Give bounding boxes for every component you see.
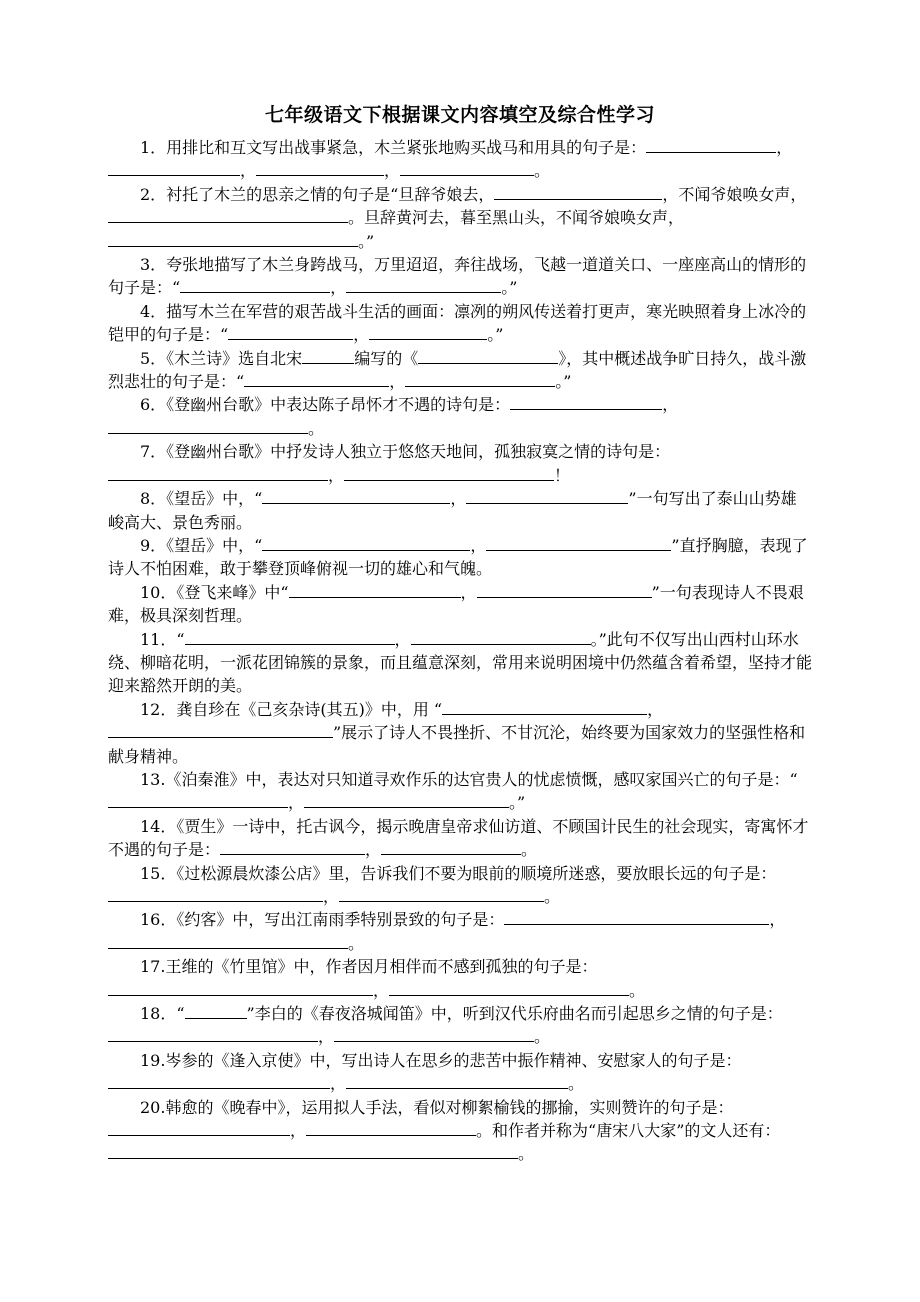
question-12: 12．龚自珍在《己亥杂诗(其五)》中，用 “ ，”展示了诗人不畏挫折、不甘沉沦，始终要为国家效力的坚强性格和献身精神。 — [108, 699, 806, 766]
blank-field[interactable] — [334, 1026, 534, 1042]
question-list — [108, 136, 812, 1166]
question-10: 10．《登飞来峰》中“ ， ”一句表现诗人不畏艰难，极具深刻哲理。 — [108, 582, 804, 626]
blank-field[interactable] — [185, 629, 395, 645]
question-text: 19.岑参的《逢入京使》中，写出诗人在思乡的悲苦中振作精神、安慰家人的句子是： — [140, 1050, 742, 1070]
question-7: 7．《登幽州台歌》中抒发诗人独立于悠悠天地间，孤独寂寞之情的诗句是：， ！ — [108, 440, 812, 487]
question-5: 5．《木兰诗》选自北宋 编写的《 》，其中概述战争旷日持久，战斗激烈悲壮的句子是：“ ， 。” — [108, 348, 807, 392]
question-9: 9．《望岳》中，“ ， ”直抒胸臆，表现了诗人不怕困难，敢于攀登顶峰俯视一切的雄心和气魄。 — [108, 535, 808, 579]
question-text: 11．“ — [140, 629, 185, 649]
blank-field[interactable] — [180, 277, 330, 293]
blank-field[interactable] — [262, 488, 450, 504]
blank-field[interactable] — [108, 160, 240, 176]
question-15: 15．《过松源晨炊漆公店》里，告诉我们不要为眼前的顺境所迷惑，要放眼长远的句子是：， 。 — [108, 862, 812, 909]
question-11: 11．“ ， 。”此句不仅写出山西村山环水绕、柳暗花明，一派花团锦簇的景象，而且蕴意深刻，常用来说明困境中仍然蕴含着希望，坚持才能迎来豁然开朗的美。 — [108, 629, 813, 696]
blank-field[interactable] — [289, 582, 461, 598]
question-text: 14．《贾生》一诗中，托古讽今，揭示晚唐皇帝求仙访道、不顾国计民生的社会现实，寄寓怀才不遇的句子是： — [108, 816, 809, 860]
question-14: 14．《贾生》一诗中，托古讽今，揭示晚唐皇帝求仙访道、不顾国计民生的社会现实，寄寓怀才不遇的句子是： ， 。 — [108, 816, 809, 860]
question-8: 8．《望岳》中，“ ， ”一句写出了泰山山势雄峻高大、景色秀丽。 — [108, 489, 797, 532]
blank-field[interactable] — [504, 909, 769, 925]
question-19: 19.岑参的《逢入京使》中，写出诗人在思乡的悲苦中振作精神、安慰家人的句子是：， 。 — [108, 1049, 812, 1096]
blank-field[interactable] — [244, 371, 389, 387]
blank-field[interactable] — [108, 418, 308, 434]
blank-field[interactable] — [256, 160, 384, 176]
question-text: 20.韩愈的《晚春中》，运用拟人手法，看似对柳絮榆钱的挪揄，实则赞许的句子是： — [140, 1097, 734, 1117]
blank-field[interactable] — [510, 394, 662, 410]
question-16: 16．《约客》中，写出江南雨季特别景致的句子是： ，。 — [108, 908, 812, 955]
question-text: 2．衬托了木兰的思亲之情的句子是“旦辞爷娘去， — [140, 184, 495, 204]
question-6: 6．《登幽州台歌》中表达陈子昂怀才不遇的诗句是： ，。 — [108, 393, 812, 440]
question-text: 17.王维的《竹里馆》中，作者因月相伴而不感到孤独的句子是： — [140, 957, 598, 977]
question-text: 13.《泊秦淮》中，表达对只知道寻欢作乐的达官贵人的忧虑愤慨，感叹家国兴亡的句子是：“ — [140, 769, 798, 789]
blank-field[interactable] — [486, 535, 671, 551]
blank-field[interactable] — [108, 207, 348, 223]
blank-field[interactable] — [381, 839, 521, 855]
question-text: 18．“ — [140, 1004, 185, 1024]
blank-field[interactable] — [108, 1143, 518, 1159]
blank-field[interactable] — [220, 839, 365, 855]
question-text: 9．《望岳》中，“ — [140, 535, 263, 555]
blank-field[interactable] — [646, 137, 776, 153]
blank-field[interactable] — [304, 792, 509, 808]
blank-field[interactable] — [108, 1026, 318, 1042]
blank-field[interactable] — [400, 160, 534, 176]
page-title: 七年级语文下根据课文内容填空及综合性学习 — [264, 104, 655, 126]
blank-field[interactable] — [346, 1073, 568, 1089]
blank-field[interactable] — [108, 231, 358, 247]
question-4: 4．描写木兰在军营的艰苦战斗生活的画面：凛冽的朔风传送着打更声，寒光映照着身上冰冷的铠甲的句子是：“ ， 。” — [108, 301, 807, 345]
question-20: 20.韩愈的《晚春中》，运用拟人手法，看似对柳絮榆钱的挪揄，实则赞许的句子是：， 。和作者并称为“唐宋八大家”的文人还有：。 — [108, 1096, 812, 1166]
blank-field[interactable] — [108, 1073, 330, 1089]
blank-field[interactable] — [108, 722, 333, 738]
blank-field[interactable] — [344, 465, 554, 481]
blank-field[interactable] — [108, 980, 373, 996]
blank-field[interactable] — [306, 1120, 476, 1136]
blank-field[interactable] — [108, 1120, 290, 1136]
blank-field[interactable] — [108, 886, 323, 902]
blank-field[interactable] — [405, 371, 555, 387]
blank-field[interactable] — [108, 792, 288, 808]
question-text: 10．《登飞来峰》中“ — [140, 582, 289, 602]
blank-field[interactable] — [346, 277, 501, 293]
question-3: 3．夸张地描写了木兰身跨战马，万里迢迢，奔往战场，飞越一道道关口、一座座高山的情形的句子是：“ ， 。” — [108, 255, 807, 298]
question-13: 13.《泊秦淮》中，表达对只知道寻欢作乐的达官贵人的忧虑愤慨，感叹家国兴亡的句子是：“， 。” — [108, 768, 812, 815]
question-text: 7．《登幽州台歌》中抒发诗人独立于悠悠天地间，孤独寂寞之情的诗句是： — [140, 442, 671, 462]
blank-field[interactable] — [466, 488, 628, 504]
blank-field[interactable] — [108, 465, 328, 481]
question-text: 5．《木兰诗》选自北宋 — [140, 348, 303, 368]
blank-field[interactable] — [108, 933, 348, 949]
blank-field[interactable] — [339, 886, 544, 902]
blank-field[interactable] — [442, 699, 647, 715]
blank-field[interactable] — [494, 184, 662, 200]
blank-field[interactable] — [228, 324, 353, 340]
question-text: 12．龚自珍在《己亥杂诗(其五)》中，用 “ — [140, 699, 443, 719]
blank-field[interactable] — [411, 629, 591, 645]
blank-field[interactable] — [369, 324, 487, 340]
question-text: 15．《过松源晨炊漆公店》里，告诉我们不要为眼前的顺境所迷惑，要放眼长远的句子是： — [140, 863, 777, 883]
question-text: 16．《约客》中，写出江南雨季特别景致的句子是： — [140, 910, 505, 930]
blank-field[interactable] — [418, 348, 558, 364]
question-text: 1．用排比和互文写出战事紧急，木兰紧张地购买战马和用具的句子是： — [140, 138, 647, 157]
question-text: 4．描写木兰在军营的艰苦战斗生活的画面：凛冽的朔风传送着打更声，寒光映照着身上冰冷的铠甲的句子是：“ — [108, 301, 807, 345]
question-text: 8．《望岳》中，“ — [140, 489, 263, 509]
question-text: 6．《登幽州台歌》中表达陈子昂怀才不遇的诗句是： — [140, 395, 511, 415]
question-18: 18．“ ”李白的《春夜洛城闻笛》中，听到汉代乐府曲名而引起思乡之情的句子是：， 。 — [108, 1002, 812, 1049]
blank-field[interactable] — [389, 980, 629, 996]
blank-field[interactable] — [477, 582, 652, 598]
question-text: 3．夸张地描写了木兰身跨战马，万里迢迢，奔往战场，飞越一道道关口、一座座高山的情形的句子是：“ — [108, 255, 807, 298]
blank-field[interactable] — [302, 348, 354, 364]
question-17: 17.王维的《竹里馆》中，作者因月相伴而不感到孤独的句子是：， 。 — [108, 955, 812, 1002]
blank-field[interactable] — [185, 1003, 247, 1019]
question-1: 1．用排比和互文写出战事紧急，木兰紧张地购买战马和用具的句子是： ，， ， 。 — [108, 136, 812, 183]
blank-field[interactable] — [262, 535, 470, 551]
question-2: 2．衬托了木兰的思亲之情的句子是“旦辞爷娘去， ，不闻爷娘唤女声，。旦辞黄河去，暮至黑山头，不闻爷娘唤女声，。” — [108, 183, 812, 253]
